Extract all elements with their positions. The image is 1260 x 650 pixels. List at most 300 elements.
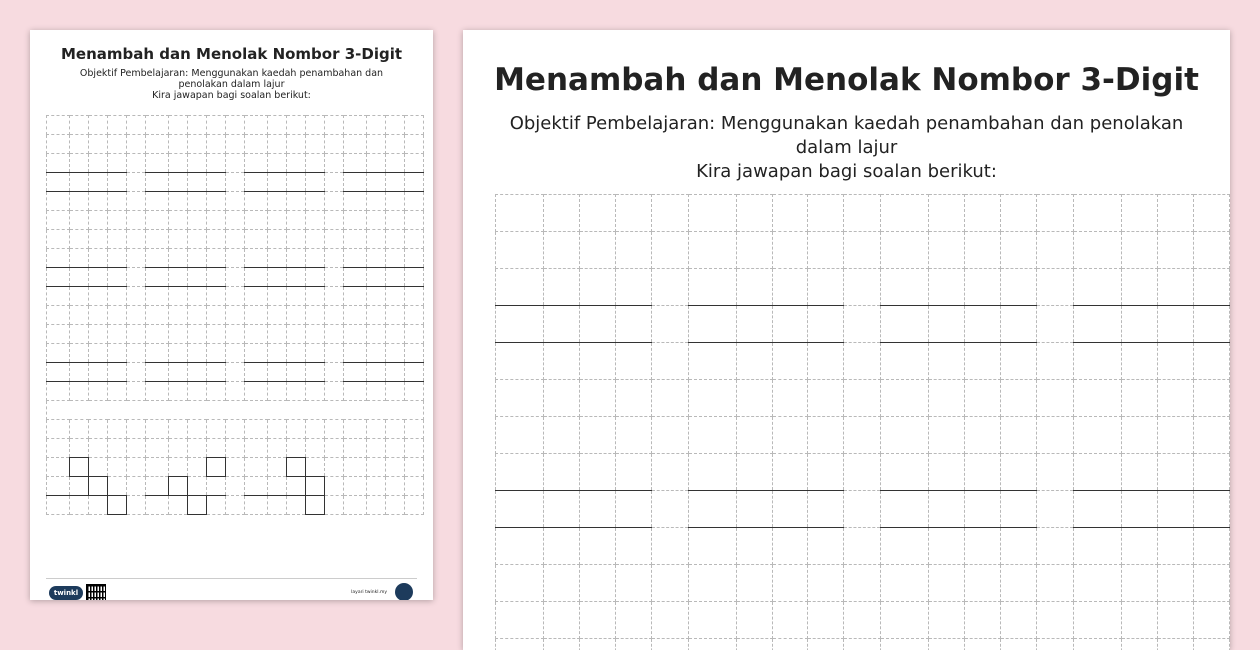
grid-cell xyxy=(367,211,386,230)
qr-code-icon xyxy=(86,584,106,600)
gap-cell xyxy=(325,192,344,211)
digit-cell xyxy=(268,496,287,515)
digit-cell xyxy=(108,325,127,344)
digit-cell xyxy=(1193,639,1229,650)
digit-cell xyxy=(188,230,207,249)
digit-cell xyxy=(367,135,386,154)
grid-cell xyxy=(929,565,965,602)
grid-cell xyxy=(965,380,1001,417)
grid-cell xyxy=(146,192,169,211)
grid-cell xyxy=(207,192,226,211)
gap-cell xyxy=(226,249,245,268)
digit-cell xyxy=(808,602,844,639)
answer-cell xyxy=(736,306,772,343)
grid-cell xyxy=(287,382,306,401)
gap-cell xyxy=(226,287,245,306)
answer-cell xyxy=(89,173,108,192)
grid-cell xyxy=(496,232,544,269)
answer-cell xyxy=(245,363,268,382)
operator-cell xyxy=(496,639,544,650)
digit-cell xyxy=(89,154,108,173)
digit-cell xyxy=(188,154,207,173)
digit-cell xyxy=(207,496,226,515)
grid-cell xyxy=(615,380,651,417)
digit-cell xyxy=(736,269,772,306)
digit-cell xyxy=(367,230,386,249)
answer-cell xyxy=(881,306,929,343)
gap-cell xyxy=(325,439,344,458)
problem-label xyxy=(245,116,268,135)
grid-cell xyxy=(207,116,226,135)
answer-cell xyxy=(169,363,188,382)
grid-cell xyxy=(287,420,306,439)
digit-cell xyxy=(1193,454,1229,491)
gap-cell xyxy=(1037,343,1074,380)
answer-cell xyxy=(543,306,579,343)
answer-cell xyxy=(146,268,169,287)
gap-cell xyxy=(127,496,146,515)
digit-cell xyxy=(169,249,188,268)
grid-cell xyxy=(615,195,651,232)
digit-cell xyxy=(1001,454,1037,491)
grid-cell xyxy=(688,343,736,380)
gap-cell xyxy=(325,306,344,325)
gap-cell xyxy=(325,249,344,268)
digit-cell xyxy=(808,232,844,269)
digit-cell xyxy=(207,325,226,344)
gap-cell xyxy=(651,269,688,306)
grid-cell xyxy=(405,192,424,211)
blank-box xyxy=(207,458,226,477)
grid-cell xyxy=(287,287,306,306)
grid-cell xyxy=(188,287,207,306)
gap-cell xyxy=(325,344,344,363)
answer-cell xyxy=(367,363,386,382)
answer-cell xyxy=(772,306,808,343)
answer-cell xyxy=(188,268,207,287)
grid-cell xyxy=(1074,232,1122,269)
answer-cell xyxy=(772,491,808,528)
grid-cell xyxy=(146,230,169,249)
gap-cell xyxy=(127,363,146,382)
digit-cell xyxy=(615,454,651,491)
digit-cell xyxy=(70,344,89,363)
digit-cell xyxy=(736,232,772,269)
grid-cell xyxy=(344,325,367,344)
problem-label xyxy=(344,306,367,325)
grid-cell xyxy=(344,496,367,515)
digit-cell xyxy=(108,249,127,268)
gap-cell xyxy=(1037,565,1074,602)
grid-cell xyxy=(1157,195,1193,232)
answer-cell xyxy=(579,306,615,343)
answer-cell xyxy=(386,363,405,382)
gap-cell xyxy=(844,343,881,380)
digit-cell xyxy=(1121,269,1157,306)
answer-cell xyxy=(367,173,386,192)
grid-cell xyxy=(1193,195,1229,232)
grid-cell xyxy=(344,458,367,477)
digit-cell xyxy=(108,230,127,249)
grid-cell xyxy=(405,382,424,401)
digit-cell xyxy=(188,249,207,268)
grid-cell xyxy=(344,135,367,154)
answer-cell xyxy=(89,268,108,287)
grid-cell xyxy=(146,287,169,306)
gap-cell xyxy=(844,306,881,343)
grid-cell xyxy=(344,420,367,439)
answer-cell xyxy=(1001,491,1037,528)
grid-cell xyxy=(245,382,268,401)
worksheet-thumbnail[interactable] xyxy=(30,30,433,600)
digit-cell xyxy=(1157,269,1193,306)
grid-cell xyxy=(127,420,146,439)
grid-cell xyxy=(772,380,808,417)
grid-cell xyxy=(108,192,127,211)
grid-cell xyxy=(207,382,226,401)
digit-cell xyxy=(579,639,615,650)
grid-cell xyxy=(1157,343,1193,380)
grid-cell xyxy=(736,565,772,602)
gap-cell xyxy=(651,528,688,565)
operator-cell xyxy=(881,269,929,306)
digit-cell xyxy=(1193,602,1229,639)
operator-cell xyxy=(688,639,736,650)
gap-cell xyxy=(844,269,881,306)
grid-cell xyxy=(306,287,325,306)
digit-cell xyxy=(929,232,965,269)
digit-cell xyxy=(1001,639,1037,650)
grid-cell xyxy=(386,420,405,439)
gap-cell xyxy=(1037,232,1074,269)
grid-cell xyxy=(169,420,188,439)
digit-cell xyxy=(207,135,226,154)
digit-cell xyxy=(965,269,1001,306)
grid-cell xyxy=(543,195,579,232)
page-title: Menambah dan Menolak Nombor 3-Digit xyxy=(463,60,1230,100)
grid-cell xyxy=(207,439,226,458)
digit-cell xyxy=(89,230,108,249)
answer-cell xyxy=(1193,306,1229,343)
gap-cell xyxy=(651,195,688,232)
gap-cell xyxy=(325,496,344,515)
digit-cell xyxy=(772,454,808,491)
grid-cell xyxy=(1193,380,1229,417)
grid-cell xyxy=(169,192,188,211)
gap-cell xyxy=(325,116,344,135)
gap-cell xyxy=(226,306,245,325)
answer-cell xyxy=(615,306,651,343)
operator-cell xyxy=(146,154,169,173)
grid-cell xyxy=(287,116,306,135)
grid-cell xyxy=(808,528,844,565)
digit-cell xyxy=(169,458,188,477)
grid-cell xyxy=(1157,565,1193,602)
gap-cell xyxy=(651,380,688,417)
gap-cell xyxy=(1037,269,1074,306)
objective-text: Objektif Pembelajaran: Menggunakan kaedah penambahan dan penolakan dalam lajur xyxy=(501,112,1192,160)
grid-cell xyxy=(736,380,772,417)
gap-cell xyxy=(651,454,688,491)
operator-cell xyxy=(146,458,169,477)
gap-cell xyxy=(1037,454,1074,491)
grid-cell xyxy=(929,343,965,380)
digit-cell xyxy=(287,496,306,515)
answer-cell xyxy=(736,491,772,528)
grid-cell xyxy=(808,343,844,380)
grid-cell xyxy=(386,382,405,401)
grid-cell xyxy=(881,232,929,269)
digit-cell xyxy=(207,154,226,173)
digit-cell xyxy=(405,135,424,154)
grid-cell xyxy=(268,192,287,211)
grid-cell xyxy=(929,380,965,417)
gap-cell xyxy=(651,639,688,650)
gap-cell xyxy=(226,192,245,211)
grid-cell xyxy=(688,417,736,454)
digit-cell xyxy=(89,344,108,363)
answer-cell xyxy=(386,268,405,287)
operator-cell xyxy=(1074,454,1122,491)
problem-label xyxy=(881,565,929,602)
grid-cell xyxy=(881,528,929,565)
problem-label xyxy=(688,565,736,602)
grid-cell xyxy=(306,420,325,439)
operator-cell xyxy=(47,496,70,515)
thumb-instruction: Kira jawapan bagi soalan berikut: xyxy=(30,90,433,101)
grid-cell xyxy=(367,496,386,515)
gap-cell xyxy=(127,477,146,496)
digit-cell xyxy=(965,639,1001,650)
operator-cell xyxy=(47,344,70,363)
digit-cell xyxy=(70,230,89,249)
grid-cell xyxy=(287,211,306,230)
operator-cell xyxy=(881,639,929,650)
digit-cell xyxy=(306,249,325,268)
grid-cell xyxy=(344,477,367,496)
gap-cell xyxy=(844,232,881,269)
grid-cell xyxy=(808,565,844,602)
grid-cell xyxy=(89,439,108,458)
digit-cell xyxy=(736,417,772,454)
grid-cell xyxy=(344,287,367,306)
digit-cell xyxy=(367,325,386,344)
gap-cell xyxy=(1037,306,1074,343)
grid-cell xyxy=(108,116,127,135)
answer-cell xyxy=(207,363,226,382)
gap-cell xyxy=(127,116,146,135)
operator-cell xyxy=(688,269,736,306)
gap-cell xyxy=(651,232,688,269)
operator-cell xyxy=(146,249,169,268)
grid-cell xyxy=(881,602,929,639)
operator-cell xyxy=(496,454,544,491)
digit-cell xyxy=(579,269,615,306)
gap-cell xyxy=(844,602,881,639)
grid-cell xyxy=(146,382,169,401)
twinkl-logo: twinkl xyxy=(49,586,83,600)
gap-cell xyxy=(127,268,146,287)
answer-cell xyxy=(169,268,188,287)
answer-cell xyxy=(344,363,367,382)
digit-cell xyxy=(306,344,325,363)
problem-label xyxy=(496,195,544,232)
digit-cell xyxy=(70,325,89,344)
answer-cell xyxy=(344,268,367,287)
answer-cell xyxy=(207,268,226,287)
digit-cell xyxy=(287,154,306,173)
digit-cell xyxy=(306,135,325,154)
grid-cell xyxy=(207,211,226,230)
digit-cell xyxy=(965,417,1001,454)
digit-cell xyxy=(615,639,651,650)
answer-cell xyxy=(688,491,736,528)
grid-cell xyxy=(367,287,386,306)
gap-cell xyxy=(325,287,344,306)
digit-cell xyxy=(287,135,306,154)
gap-cell xyxy=(226,363,245,382)
answer-cell xyxy=(47,363,70,382)
grid-cell xyxy=(245,287,268,306)
thumb-title: Menambah dan Menolak Nombor 3-Digit xyxy=(30,44,433,64)
problem-label xyxy=(47,116,70,135)
operator-cell xyxy=(47,477,70,496)
gap-cell xyxy=(1037,639,1074,650)
grid-cell xyxy=(615,343,651,380)
grid-cell xyxy=(772,565,808,602)
answer-cell xyxy=(207,173,226,192)
grid-cell xyxy=(245,420,268,439)
digit-cell xyxy=(965,602,1001,639)
grid-cell xyxy=(386,458,405,477)
answer-cell xyxy=(344,173,367,192)
answer-cell xyxy=(47,268,70,287)
blank-box xyxy=(188,496,207,515)
grid-cell xyxy=(108,211,127,230)
digit-cell xyxy=(89,249,108,268)
digit-cell xyxy=(808,269,844,306)
gap-cell xyxy=(844,565,881,602)
digit-cell xyxy=(543,232,579,269)
digit-cell xyxy=(188,477,207,496)
gap-cell xyxy=(127,458,146,477)
grid-cell xyxy=(169,306,188,325)
gap-cell xyxy=(844,380,881,417)
gap-cell xyxy=(226,458,245,477)
grid-cell xyxy=(47,230,70,249)
gap-cell xyxy=(226,382,245,401)
digit-cell xyxy=(169,230,188,249)
digit-cell xyxy=(1121,417,1157,454)
gap-cell xyxy=(651,306,688,343)
answer-cell xyxy=(405,363,424,382)
grid-cell xyxy=(306,192,325,211)
gap-cell xyxy=(1037,602,1074,639)
digit-cell xyxy=(615,417,651,454)
gap-cell xyxy=(651,602,688,639)
digit-cell xyxy=(772,417,808,454)
grid-cell xyxy=(736,195,772,232)
grid-cell xyxy=(188,192,207,211)
gap-cell xyxy=(844,454,881,491)
gap-cell xyxy=(325,268,344,287)
blank-box xyxy=(89,477,108,496)
digit-cell xyxy=(1193,232,1229,269)
grid-cell xyxy=(1074,417,1122,454)
gap-cell xyxy=(325,458,344,477)
gap-cell xyxy=(325,154,344,173)
digit-cell xyxy=(543,602,579,639)
answer-cell xyxy=(496,306,544,343)
answer-cell xyxy=(1157,491,1193,528)
digit-cell xyxy=(268,458,287,477)
gap-cell xyxy=(1037,491,1074,528)
operator-cell xyxy=(344,249,367,268)
digit-cell xyxy=(268,135,287,154)
problem-grid xyxy=(495,194,1230,650)
grid-cell xyxy=(47,287,70,306)
grid-cell xyxy=(1121,195,1157,232)
grid-cell xyxy=(169,439,188,458)
gap-cell xyxy=(844,639,881,650)
gap-cell xyxy=(127,325,146,344)
answer-cell xyxy=(70,363,89,382)
blank-box xyxy=(70,458,89,477)
blank-box xyxy=(306,496,325,515)
digit-cell xyxy=(367,344,386,363)
grid-cell xyxy=(344,230,367,249)
digit-cell xyxy=(736,602,772,639)
digit-cell xyxy=(287,344,306,363)
digit-cell xyxy=(306,325,325,344)
answer-cell xyxy=(579,491,615,528)
operator-cell xyxy=(245,154,268,173)
digit-cell xyxy=(207,344,226,363)
digit-cell xyxy=(386,135,405,154)
answer-cell xyxy=(405,268,424,287)
grid-cell xyxy=(929,195,965,232)
problem-label xyxy=(496,565,544,602)
grid-cell xyxy=(146,135,169,154)
digit-cell xyxy=(268,249,287,268)
grid-cell xyxy=(306,116,325,135)
worksheet-preview xyxy=(463,30,1230,650)
gap-cell xyxy=(1037,528,1074,565)
problem-label xyxy=(344,211,367,230)
gap-cell xyxy=(127,211,146,230)
grid-cell xyxy=(386,211,405,230)
challenge-heading xyxy=(47,401,424,420)
grid-cell xyxy=(367,192,386,211)
grid-cell xyxy=(344,439,367,458)
operator-cell xyxy=(146,477,169,496)
problem-label xyxy=(47,211,70,230)
grid-cell xyxy=(47,325,70,344)
digit-cell xyxy=(772,602,808,639)
grid-cell xyxy=(207,287,226,306)
gap-cell xyxy=(325,135,344,154)
grid-cell xyxy=(89,287,108,306)
digit-cell xyxy=(1001,232,1037,269)
digit-cell xyxy=(268,344,287,363)
grid-cell xyxy=(1074,343,1122,380)
answer-cell xyxy=(1121,491,1157,528)
grid-cell xyxy=(1074,602,1122,639)
digit-cell xyxy=(169,496,188,515)
grid-cell xyxy=(245,192,268,211)
digit-cell xyxy=(70,249,89,268)
answer-cell xyxy=(367,268,386,287)
